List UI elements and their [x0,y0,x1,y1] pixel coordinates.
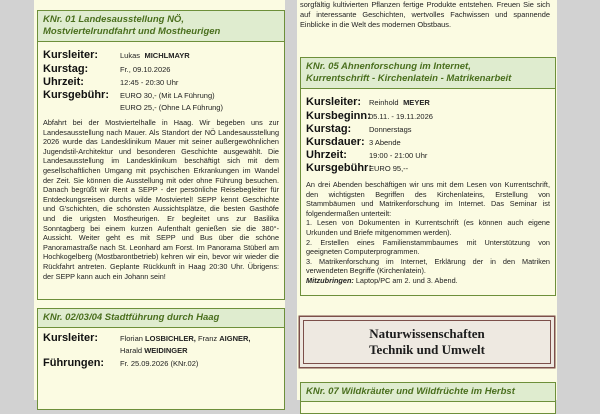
kursdauer-label: Kursdauer: [306,136,365,148]
kursleiter-last-05: MEYER [403,98,430,107]
mitbringen-value: Laptop/PC am 2. und 3. Abend. [355,275,458,285]
fuehrungen-row [43,357,279,370]
kursleiter-label: Kursleiter: [43,49,99,61]
uhrzeit-value: 12:45 - 20:30 Uhr [120,78,179,87]
gebuehr-value-1: EURO 30,- (Mit LA Führung) [120,91,215,100]
section-heading-line1: Naturwissenschaften [369,326,485,341]
course-box-07 [300,382,556,414]
kurstag-label: Kurstag: [43,63,89,75]
course-title-05 [301,58,555,89]
uhrzeit-label: Uhrzeit: [43,76,84,88]
seminar-item-3: 3. Matrikenforschung im Internet, Erklärung der in den Matriken verwendeten Begriffe (Kirchenlatein). [306,256,550,276]
seminar-item-2: 2. Erstellen eines Familienstammbaumes mit Unterstützung von geeigneten Computerprogrammen. [306,237,550,257]
kurstag-value-05: Donnerstags [369,125,412,134]
course-title-01-line1: KNr. 01 Landesausstellung NÖ, [43,14,184,25]
uhrzeit-value-05: 19:00 - 21:00 Uhr [369,151,428,160]
course-box-01 [37,10,285,300]
intro-paragraph [300,0,550,29]
kursleiter-row-05 [306,92,550,110]
fuehrungen-label: Führungen: [43,357,105,369]
course-details-05 [301,89,555,286]
leiter-3-first: Harald [120,346,143,355]
gebuehr-row-05 [306,162,550,175]
leiter-1-last: LOSBICHLER, [145,334,196,343]
uhrzeit-row [43,76,279,89]
mitbringen-label: Mitzubringen: [306,275,354,285]
kursleiter-first-05: Reinhold [369,98,399,107]
uhrzeit-label-05: Uhrzeit: [306,149,347,161]
kursleiter-row-02b [43,345,279,357]
course-title-02: KNr. 02/03/04 Stadtführung durch Haag [38,309,284,328]
kurstag-row-05 [306,123,550,136]
course-title-07: KNr. 07 Wildkräuter und Wildfrüchte im Herbst [301,383,555,402]
seminar-item-1: 1. Lesen von Dokumenten in Kurrentschrift (es können auch eigene Urkunden und Briefe mitgenommen werden). [306,218,550,237]
gebuehr-row [43,89,279,102]
mitbringen-line [306,276,550,286]
course-title-05-line2: Kurrentschrift - Kirchenlatein - Matrikenarbeit [306,73,512,84]
leiter-2-last: AIGNER, [219,334,251,343]
gebuehr-value-05: EURO 95,-- [369,164,409,173]
kursdauer-row [306,136,550,149]
course-box-05 [300,57,556,296]
section-heading-line2: Technik und Umwelt [369,342,485,357]
kursleiter-row [43,45,279,63]
kursdauer-value: 3 Abende [369,138,401,147]
kursleiter-label-02: Kursleiter: [43,332,99,344]
kursleiter-label-05: Kursleiter: [306,96,362,108]
intro-text: sorgfältig kultivierten Pflanzen fertige Produkte entstehen. Freuen Sie sich auf interessante Geschichten, wertvolles Fachwissen und spannende Einblicke in die Welt des modernen Obstbaus. [300,0,550,29]
kursbeginn-row [306,110,550,123]
kursbeginn-label: Kursbeginn: [306,110,371,122]
course-description-01: Abfahrt bei der Mostviertelhalle in Haag. Wir begeben uns zur Landesausstellung nach Mauer. Als Standort der NÖ Landesausstellung 2026 wurde das Landesklinikum Mauer mit seiner außergewöhnlichen Jugendstil-Architektur und besonderen Geschichte ausgewählt. Die Landesausstellung im Landesklinikum beschäftigt sich mit dem gesellschaftlichen Umgang mit psychischen Erkrankungen im Wandel der Zeit. Sie können die Ausstellung mit oder ohne Führung besuchen. Danach begrüßt wir Rent a SEPP - der persönliche Reisebegleiter für Entdeckungsreisen durchs wilde Mostviertel! SEPP kennt Geschichte und G'schichten, die schönsten Aussichtsplätze, die besten Gasthöfe und die urigsten Mostheurigen. Er begleitet uns zur Basilika Sonntagberg bei einem kurzen Aufenthalt genießen sie die 380°-Aussicht. Weiter geht es mit SEPP und Bus über die schöne Panoramastraße nach St. Leonhard am Forst. Im Panorama Stüberl am Hochkogelberg (Mostbarontbetrieb) kehren wir ein, bevor wir wieder die Rückfahrt antreten. Geplante Rückkunft in Haag 20:30 Uhr. Übrigens: der SEPP kann auch ein Johann sein! [43,118,279,281]
leiter-2-first: Franz [197,334,218,343]
uhrzeit-row-05 [306,149,550,162]
kurstag-label-05: Kurstag: [306,123,352,135]
kursbeginn-value: 05.11. - 19.11.2026 [369,112,433,121]
kursleiter-last: MICHLMAYR [144,51,190,60]
kursleiter-row-02 [43,332,279,345]
kurstag-value: Fr., 09.10.2026 [120,65,171,74]
fuehrungen-value: Fr. 25.09.2026 (KNr.02) [120,359,199,368]
gebuehr-label: Kursgebühr: [43,89,109,101]
kursleiter-first: Lukas [120,51,141,60]
gebuehr-value-2: EURO 25,- (Ohne LA Führung) [120,103,223,112]
course-title-01 [38,11,284,42]
gebuehr-row-2 [43,102,279,114]
kurstag-row [43,63,279,76]
course-title-05-line1: KNr. 05 Ahnenforschung im Internet, [306,61,471,72]
gebuehr-label-05: Kursgebühr: [306,162,372,174]
leiter-3-last: WEIDINGER [144,346,188,355]
course-details-02 [38,328,284,370]
course-description-05: An drei Abenden beschäftigen wir uns mit dem Lesen von Kurrentschrift, den wichtigsten Begriffen des Kirchenlateins, Erstellung von Stammbäumen und Matrikenforschung im Internet. Das Seminar ist folgendermaßen unterteilt: [306,180,550,218]
course-title-01-line2: Mostviertelrundfahrt und Mostheurigen [43,26,221,37]
course-box-02 [37,308,285,410]
leiter-1-first: Florian [120,334,143,343]
section-heading [303,320,551,364]
course-details-01 [38,42,284,281]
